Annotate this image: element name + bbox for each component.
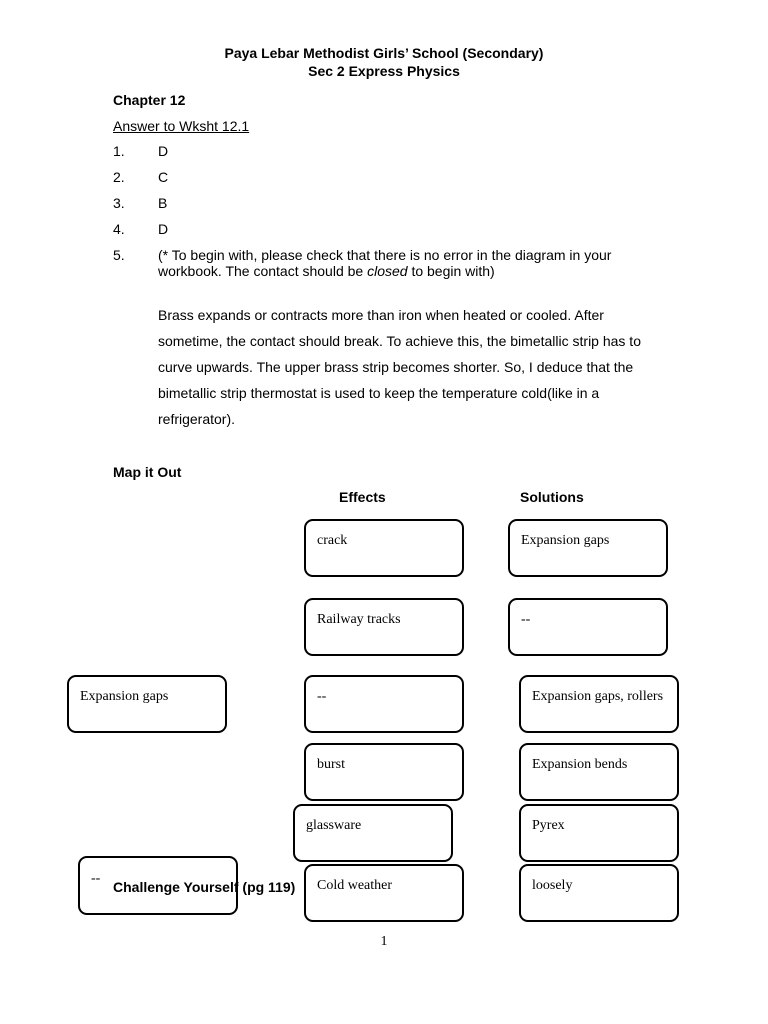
answer-number: 4. <box>113 221 125 237</box>
answer-value: C <box>158 169 169 185</box>
effect-box <box>304 675 464 733</box>
solution-box <box>519 743 679 801</box>
answer-value: B <box>158 195 168 211</box>
answer-value: D <box>158 221 169 237</box>
solution-label: Expansion gaps <box>521 533 610 548</box>
effect-label: -- <box>317 689 327 704</box>
effects-heading: Effects <box>339 489 386 505</box>
effect-box <box>293 804 453 862</box>
map-title: Map it Out <box>113 464 182 480</box>
answer-title: Answer to Wksht 12.1 <box>113 118 250 134</box>
solution-box <box>519 864 679 922</box>
effect-box <box>304 519 464 577</box>
q5-note-before: (* To begin with, please check that there is no error in the diagram in your workbook. The contact should be <box>158 247 612 279</box>
solution-label: Expansion bends <box>532 757 628 772</box>
challenge-heading: Challenge Yourself (pg 119) <box>113 879 296 895</box>
solution-box <box>519 804 679 862</box>
left-box-label: -- <box>91 871 101 886</box>
q5-note-emphasis: closed <box>367 263 408 279</box>
solution-box <box>508 519 668 577</box>
effect-box <box>304 598 464 656</box>
q5-note <box>158 247 658 279</box>
solution-label: loosely <box>532 878 573 893</box>
solutions-heading: Solutions <box>520 489 584 505</box>
answer-number: 5. <box>113 247 125 263</box>
effect-box <box>304 743 464 801</box>
answer-number: 3. <box>113 195 125 211</box>
solution-label: Pyrex <box>532 818 565 833</box>
course-title: Sec 2 Express Physics <box>308 63 460 79</box>
page-number: 1 <box>380 934 388 949</box>
effect-label: Railway tracks <box>317 612 401 627</box>
effect-label: glassware <box>306 818 362 833</box>
school-name: Paya Lebar Methodist Girls’ School (Secondary) <box>224 45 544 61</box>
effect-label: burst <box>317 757 345 772</box>
q5-explanation: Brass expands or contracts more than iron when heated or cooled. After sometime, the contact should break. To achieve this, the bimetallic strip has to curve upwards. The upper brass strip becomes shorter. So, I deduce that the bimetallic strip thermostat is used to keep the temperature cold(like in a refrigerator). <box>158 307 641 427</box>
answer-value: D <box>158 143 169 159</box>
solution-box <box>508 598 668 656</box>
solution-box <box>519 675 679 733</box>
effect-label: Cold weather <box>317 878 393 893</box>
answer-number: 1. <box>113 143 125 159</box>
chapter-heading: Chapter 12 <box>113 92 186 108</box>
left-box-label: Expansion gaps <box>80 689 169 704</box>
solution-label: -- <box>521 612 531 627</box>
effect-label: crack <box>317 533 348 548</box>
answer-number: 2. <box>113 169 125 185</box>
left-box <box>67 675 227 733</box>
effect-box <box>304 864 464 922</box>
solution-label: Expansion gaps, rollers <box>532 689 664 704</box>
q5-note-after: to begin with) <box>407 263 495 279</box>
